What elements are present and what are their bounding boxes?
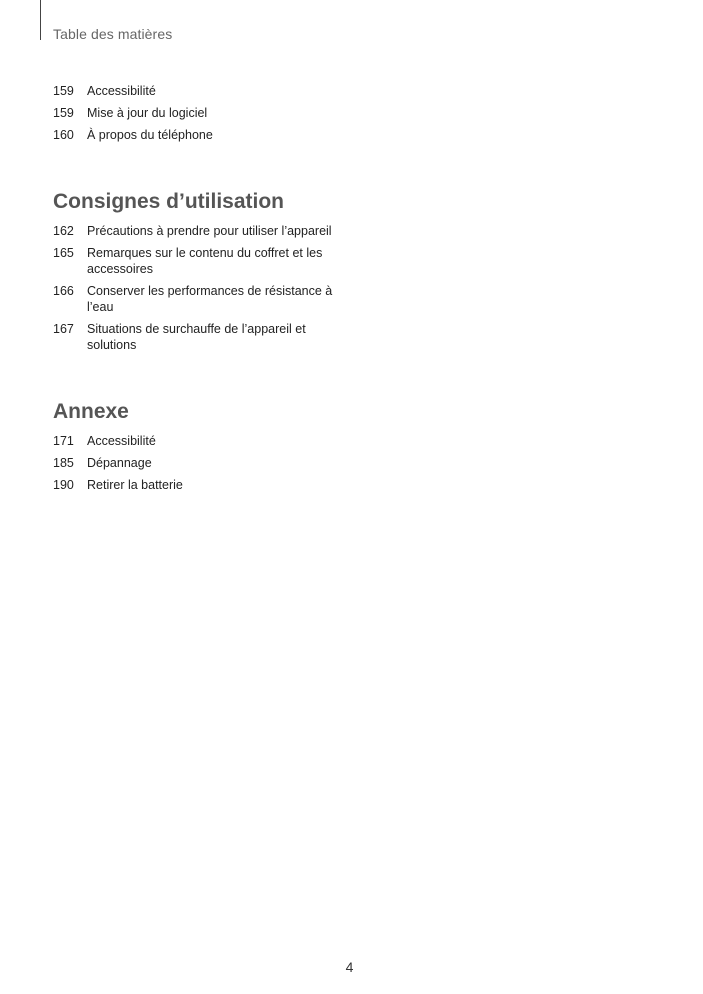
toc-section-annexe <box>53 399 343 499</box>
toc-entry-title: Situations de surchauffe de l’appareil et solutions <box>87 322 306 352</box>
toc-list <box>53 433 343 493</box>
toc-entry-title: À propos du téléphone <box>87 128 213 142</box>
toc-page-number: 185 <box>53 456 74 470</box>
toc-entry[interactable] <box>53 127 343 143</box>
page-number <box>0 959 703 975</box>
toc-page-number: 162 <box>53 224 74 238</box>
toc-entry[interactable] <box>53 245 343 277</box>
toc-entry-title: Remarques sur le contenu du coffret et les accessoires <box>87 246 323 276</box>
toc-page-number: 165 <box>53 246 74 260</box>
toc-page-number: 160 <box>53 128 74 142</box>
toc-entry-title: Précautions à prendre pour utiliser l’appareil <box>87 224 332 238</box>
toc-entry[interactable] <box>53 455 343 471</box>
toc-entry[interactable] <box>53 105 343 121</box>
toc-entry[interactable] <box>53 477 343 493</box>
toc-entry[interactable] <box>53 223 343 239</box>
page-header-title: Table des matières <box>53 26 173 42</box>
toc-entry[interactable] <box>53 283 343 315</box>
toc-page-number: 190 <box>53 478 74 492</box>
section-heading: Annexe <box>53 400 129 423</box>
toc-page-number: 159 <box>53 84 74 98</box>
toc-page-number: 171 <box>53 434 74 448</box>
toc-entry-title: Accessibilité <box>87 84 156 98</box>
toc-list <box>53 223 343 353</box>
toc-continuation <box>53 83 343 149</box>
toc-entry-title: Accessibilité <box>87 434 156 448</box>
section-heading: Consignes d’utilisation <box>53 190 285 213</box>
toc-entry-title: Mise à jour du logiciel <box>87 106 208 120</box>
toc-page-number: 159 <box>53 106 74 120</box>
toc-section-consignes <box>53 189 343 359</box>
toc-entry[interactable] <box>53 433 343 449</box>
toc-entry[interactable] <box>53 83 343 99</box>
toc-page-number: 166 <box>53 284 74 298</box>
page-number-value: 4 <box>345 959 354 975</box>
toc-entry-title: Conserver les performances de résistance à l’eau <box>87 284 333 314</box>
toc-entry[interactable] <box>53 321 343 353</box>
toc-page-number: 167 <box>53 322 74 336</box>
toc-list <box>53 83 343 143</box>
toc-entry-title: Retirer la batterie <box>87 478 183 492</box>
toc-entry-title: Dépannage <box>87 456 152 470</box>
header-divider <box>40 0 41 40</box>
